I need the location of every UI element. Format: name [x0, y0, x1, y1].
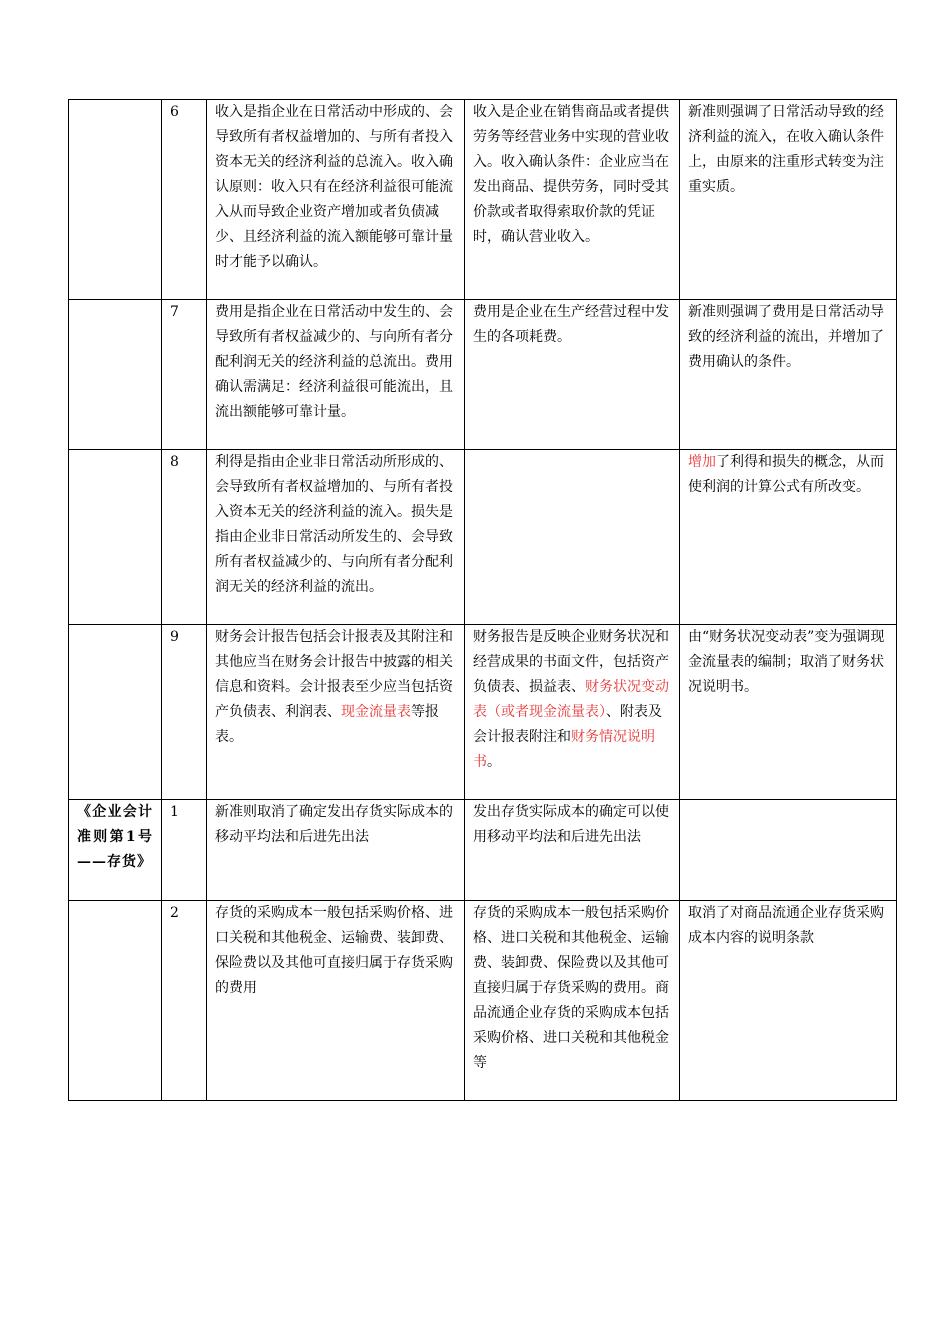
- change-note: [680, 300, 897, 450]
- highlighted-text: 财务状况变动表（或者现金流量表）: [473, 679, 669, 720]
- text-run: 财务会计报告包括会计报表及其附注和其他应当在财务会计报告中披露的相关信息和资料。会计报表至少应当包括资产负债表、利润表、: [215, 629, 453, 720]
- comparison-table: [68, 99, 897, 1101]
- change-note: [680, 901, 897, 1101]
- table-row: [69, 901, 897, 1101]
- old-standard-text: [465, 450, 680, 625]
- change-note: [680, 100, 897, 300]
- new-standard-text: [207, 625, 465, 800]
- old-standard-text: [465, 800, 680, 901]
- new-standard-text: [207, 901, 465, 1101]
- new-standard-text: [207, 450, 465, 625]
- old-standard-text: [465, 901, 680, 1101]
- standard-cell: 《企业会计准则第1号——存货》: [69, 800, 162, 901]
- text-run: 收入是指企业在日常活动中形成的、会导致所有者权益增加的、与所有者投入资本无关的经济利益的总流入。收入确认原则：收入只有在经济利益很可能流入从而导致企业资产增加或者负债减少、且经济利益的流入额能够可靠计量时才能予以确认。: [215, 104, 453, 270]
- item-number: 1: [162, 800, 207, 901]
- change-note: [680, 800, 897, 901]
- old-standard-text: [465, 625, 680, 800]
- item-number: 7: [162, 300, 207, 450]
- item-number: 8: [162, 450, 207, 625]
- table-row: [69, 625, 897, 800]
- text-run: 存货的采购成本一般包括采购价格、进口关税和其他税金、运输费、装卸费、保险费以及其他可直接归属于存货采购的费用: [215, 905, 453, 996]
- text-run: 。: [487, 754, 501, 770]
- change-note: [680, 450, 897, 625]
- highlighted-text: 增加: [688, 454, 716, 470]
- new-standard-text: [207, 800, 465, 901]
- highlighted-text: 现金流量表: [341, 704, 411, 720]
- text-run: 、附表及会计报表附注和: [473, 704, 662, 745]
- old-standard-text: [465, 100, 680, 300]
- text-run: 取消了对商品流通企业存货采购成本内容的说明条款: [688, 905, 884, 946]
- text-run: 发出存货实际成本的确定可以使用移动平均法和后进先出法: [473, 804, 669, 845]
- text-run: 财务报告是反映企业财务状况和经营成果的书面文件，包括资产负债表、损益表、: [473, 629, 669, 695]
- text-run: 新准则强调了费用是日常活动导致的经济利益的流出，并增加了费用确认的条件。: [688, 304, 884, 370]
- new-standard-text: [207, 100, 465, 300]
- standard-cell: [69, 901, 162, 1101]
- text-run: 费用是指企业在日常活动中发生的、会导致所有者权益减少的、与向所有者分配利润无关的经济利益的总流出。费用确认需满足：经济利益很可能流出，且流出额能够可靠计量。: [215, 304, 453, 420]
- table-row: [69, 100, 897, 300]
- text-run: 等报表。: [215, 704, 439, 745]
- text-run: 费用是企业在生产经营过程中发生的各项耗费。: [473, 304, 669, 345]
- item-number: 6: [162, 100, 207, 300]
- text-run: 收入是企业在销售商品或者提供劳务等经营业务中实现的营业收入。收入确认条件：企业应当在发出商品、提供劳务，同时受其价款或者取得索取价款的凭证时，确认营业收入。: [473, 104, 669, 245]
- standard-cell: [69, 450, 162, 625]
- item-number: 2: [162, 901, 207, 1101]
- table-row: [69, 450, 897, 625]
- standard-cell: [69, 625, 162, 800]
- change-note: [680, 625, 897, 800]
- text-run: 了利得和损失的概念，从而使利润的计算公式有所改变。: [688, 454, 884, 495]
- item-number: 9: [162, 625, 207, 800]
- text-run: 利得是指由企业非日常活动所形成的、会导致所有者权益增加的、与所有者投入资本无关的经济利益的流入。损失是指由企业非日常活动所发生的、会导致所有者权益减少的、与向所有者分配利润无关的经济利益的流出。: [215, 454, 453, 595]
- new-standard-text: [207, 300, 465, 450]
- highlighted-text: 财务情况说明书: [473, 729, 655, 770]
- text-run: 新准则取消了确定发出存货实际成本的移动平均法和后进先出法: [215, 804, 453, 845]
- old-standard-text: [465, 300, 680, 450]
- text-run: 由“财务状况变动表”变为强调现金流量表的编制；取消了财务状况说明书。: [688, 629, 885, 695]
- standard-cell: [69, 300, 162, 450]
- text-run: 新准则强调了日常活动导致的经济利益的流入，在收入确认条件上，由原来的注重形式转变为注重实质。: [688, 104, 884, 195]
- text-run: 存货的采购成本一般包括采购价格、进口关税和其他税金、运输费、装卸费、保险费以及其他可直接归属于存货采购的费用。商品流通企业存货的采购成本包括采购价格、进口关税和其他税金等: [473, 905, 669, 1071]
- standard-cell: [69, 100, 162, 300]
- table-row: [69, 300, 897, 450]
- table-row: [69, 800, 897, 901]
